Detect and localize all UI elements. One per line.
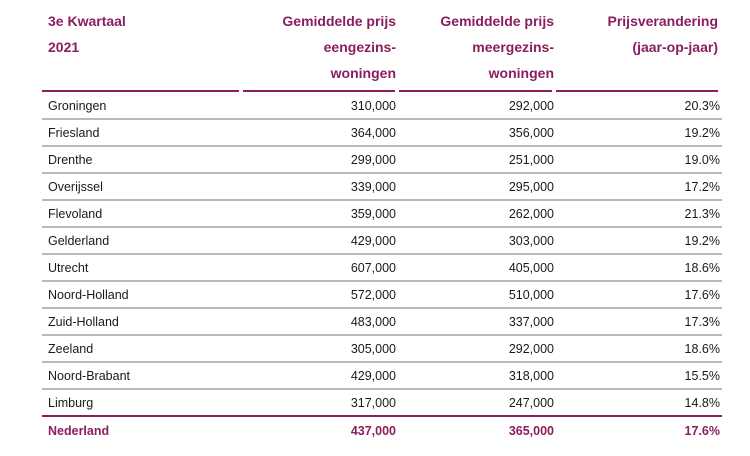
row-change: 20.3% (684, 98, 720, 113)
header-change-line: (jaar-op-jaar) (632, 39, 718, 55)
row-change: 17.2% (684, 179, 720, 194)
row-change: 21.3% (684, 206, 720, 221)
header-meergezins-line: woningen (488, 65, 554, 81)
header-period-line: 2021 (48, 39, 80, 55)
table-row (42, 282, 722, 309)
row-change: 17.3% (684, 314, 720, 329)
row-region: Drenthe (48, 152, 93, 167)
row-meergezins: 292,000 (508, 98, 554, 113)
row-eengezins: 317,000 (350, 395, 396, 410)
row-change: 19.0% (684, 152, 720, 167)
row-region: Noord-Holland (48, 287, 129, 302)
row-eengezins: 364,000 (350, 125, 396, 140)
row-meergezins: 337,000 (508, 314, 554, 329)
row-meergezins: 295,000 (508, 179, 554, 194)
row-eengezins: 607,000 (350, 260, 396, 275)
table-row (42, 309, 722, 336)
table-row (42, 174, 722, 201)
header-period (42, 8, 244, 90)
row-region: Utrecht (48, 260, 89, 275)
row-change: 17.6% (684, 287, 720, 302)
table-row (42, 93, 722, 120)
row-eengezins: 429,000 (350, 368, 396, 383)
header-eengezins (244, 8, 400, 90)
row-change: 18.6% (684, 341, 720, 356)
row-change: 19.2% (684, 125, 720, 140)
row-region: Limburg (48, 395, 94, 410)
table-row (42, 363, 722, 390)
table-row (42, 336, 722, 363)
row-eengezins: 310,000 (350, 98, 396, 113)
total-eengezins: 437,000 (350, 424, 396, 438)
row-eengezins: 299,000 (350, 152, 396, 167)
header-meergezins (400, 8, 558, 90)
total-meergezins: 365,000 (508, 424, 554, 438)
table-row (42, 120, 722, 147)
table-row (42, 201, 722, 228)
row-meergezins: 292,000 (508, 341, 554, 356)
row-region: Friesland (48, 125, 100, 140)
row-region: Overijssel (48, 179, 103, 194)
row-meergezins: 405,000 (508, 260, 554, 275)
table-body (42, 93, 722, 417)
row-meergezins: 510,000 (508, 287, 554, 302)
row-meergezins: 251,000 (508, 152, 554, 167)
row-meergezins: 318,000 (508, 368, 554, 383)
row-region: Noord-Brabant (48, 368, 130, 383)
total-row (42, 417, 722, 445)
row-meergezins: 303,000 (508, 233, 554, 248)
header-eengezins-line: woningen (330, 65, 396, 81)
row-eengezins: 429,000 (350, 233, 396, 248)
row-change: 18.6% (684, 260, 720, 275)
row-meergezins: 262,000 (508, 206, 554, 221)
header-change (558, 8, 722, 90)
row-eengezins: 339,000 (350, 179, 396, 194)
header-change-line: Prijsverandering (607, 13, 718, 29)
row-change: 19.2% (684, 233, 720, 248)
row-region: Groningen (48, 98, 107, 113)
row-eengezins: 572,000 (350, 287, 396, 302)
header-meergezins-line: Gemiddelde prijs (440, 13, 554, 29)
header-period-line: 3e Kwartaal (48, 13, 126, 29)
table-header (42, 8, 722, 90)
row-region: Zuid-Holland (48, 314, 119, 329)
header-meergezins-line: meergezins- (472, 39, 554, 55)
row-meergezins: 247,000 (508, 395, 554, 410)
row-region: Zeeland (48, 341, 94, 356)
row-eengezins: 483,000 (350, 314, 396, 329)
table-row (42, 255, 722, 282)
row-meergezins: 356,000 (508, 125, 554, 140)
row-change: 15.5% (684, 368, 720, 383)
table-row (42, 390, 722, 417)
table-row (42, 228, 722, 255)
row-region: Gelderland (48, 233, 110, 248)
row-eengezins: 359,000 (350, 206, 396, 221)
header-eengezins-line: Gemiddelde prijs (282, 13, 396, 29)
row-eengezins: 305,000 (350, 341, 396, 356)
table-row (42, 147, 722, 174)
total-change: 17.6% (684, 424, 720, 438)
header-eengezins-line: eengezins- (323, 39, 396, 55)
row-region: Flevoland (48, 206, 103, 221)
row-change: 14.8% (684, 395, 720, 410)
price-table (42, 8, 722, 445)
total-region: Nederland (48, 424, 110, 438)
